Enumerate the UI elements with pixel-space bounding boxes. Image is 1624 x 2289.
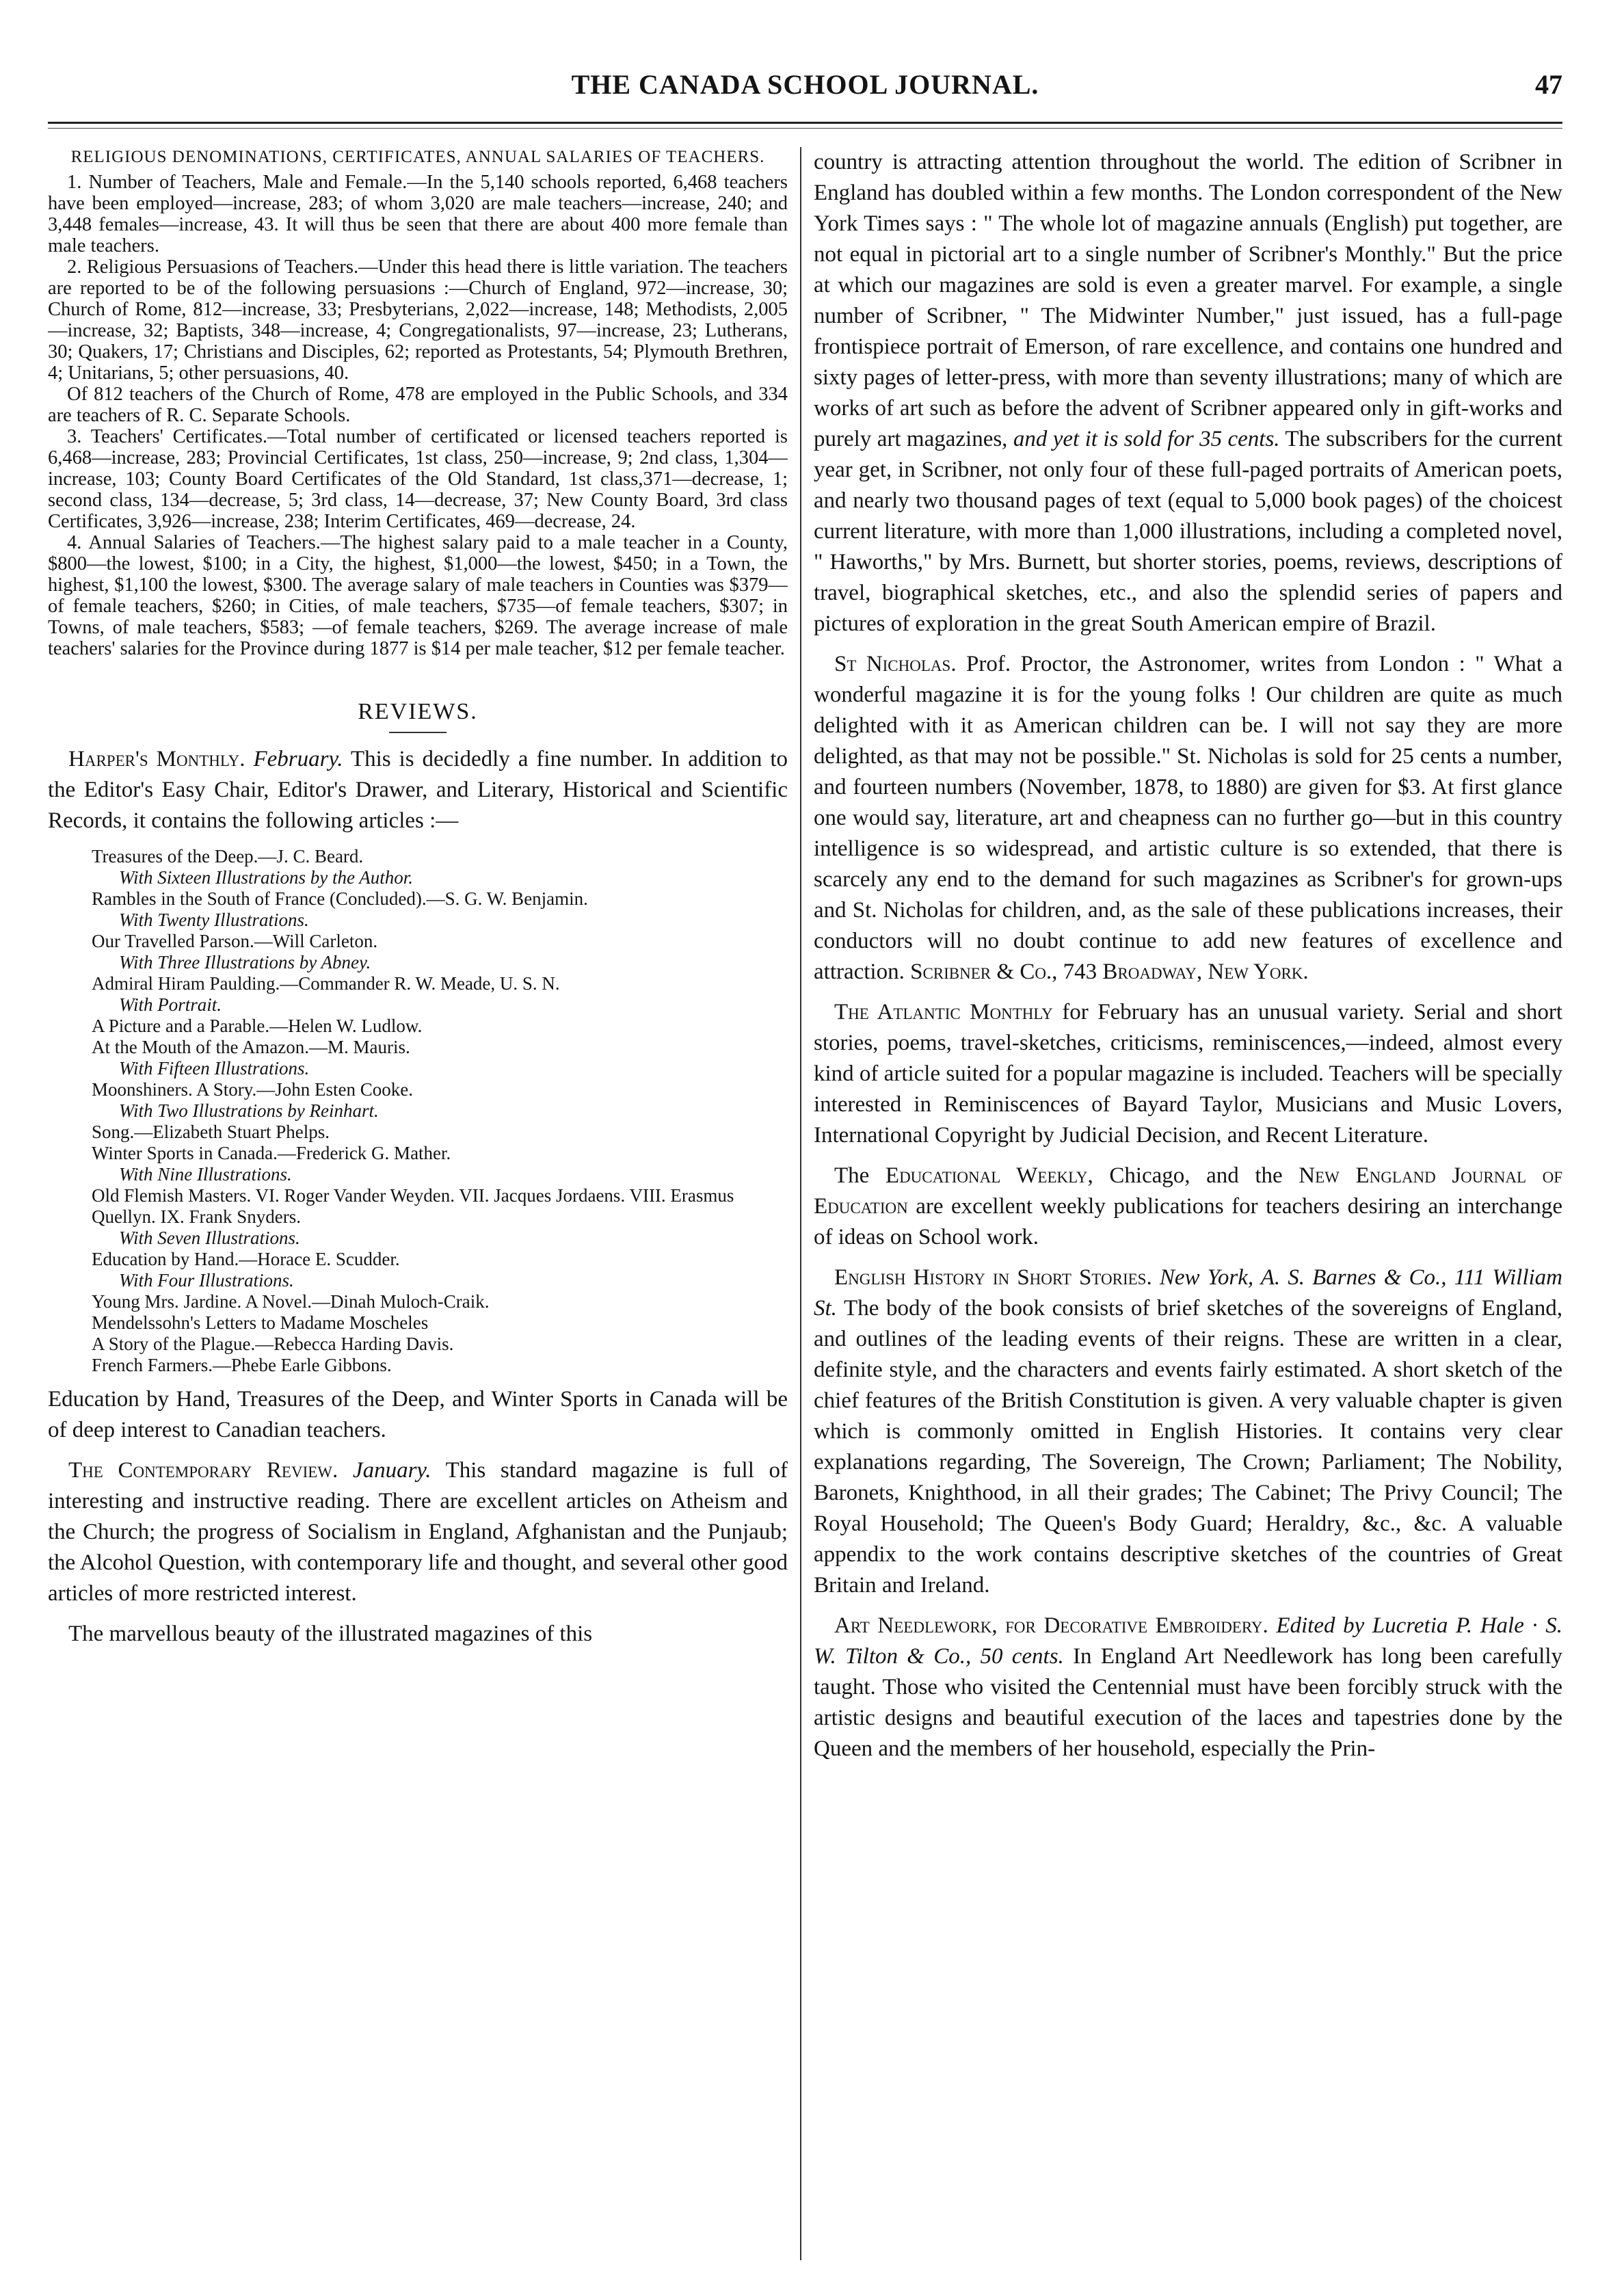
harpers-article-list	[48, 846, 788, 1376]
review-harpers-name: Harper's Monthly.	[68, 747, 245, 771]
statistics-heading: RELIGIOUS DENOMINATIONS, CERTIFICATES, ANNUAL SALARIES OF TEACHERS.	[70, 148, 765, 166]
harpers-closing: Education by Hand, Treasures of the Deep, and Winter Sports in Canada will be of deep interest to Canadian teachers.	[48, 1387, 788, 1442]
review-contemporary	[48, 1455, 788, 1609]
review-harpers-date: February.	[253, 747, 343, 771]
review-english-history-publisher: New York, A. S. Barnes & Co., 111 William St.	[814, 1265, 1562, 1321]
reviews-left-continued	[48, 1384, 788, 1650]
stats-paragraph-teachers: 1. Number of Teachers, Male and Female.—In the 5,140 schools reported, 6,468 teachers have been employed—increase, 283; of whom 3,020 are male teachers—increase, 240; and 3,448 females—increase, 43. It will thus be seen that there are about 400 more female than male teachers.	[48, 172, 788, 256]
review-english-history-text: The body of the book consists of brief sketches of the sovereigns of England, and outlines of the leading events of their reigns. These are written in a clear, definite style, and the characters and events fairly estimated. A short sketch of the chief features of the British Constitution is given. A very valuable chapter is given which is commonly omitted in English Histories. It contains very clear explanations regarding, The Sovereign, The Crown; Parliament; The Nobility, Baronets, Knighthood, in all their grades; The Cabinet; The Privy Council; The Royal Household; The Queen's Body Guard; Heraldry, &c., &c. A valuable appendix to the work contains descriptive sketches of the countries of Great Britain and Ireland.	[814, 1296, 1562, 1598]
review-st-nicholas-publisher: Scribner & Co., 743 Broadway, New York.	[910, 960, 1309, 984]
statistics-section	[48, 147, 788, 659]
list-item: A Story of the Plague.—Rebecca Harding Davis.	[92, 1334, 454, 1354]
review-needlework-name: Art Needlework, for Decorative Embroidery.	[834, 1613, 1268, 1638]
stats-paragraph-rome: Of 812 teachers of the Church of Rome, 478 are employed in the Public Schools, and 334 are teachers of R. C. Separate Schools.	[48, 384, 788, 426]
review-harpers	[48, 744, 788, 836]
list-item: Education by Hand.—Horace E. Scudder. With Four Illustrations.	[92, 1249, 400, 1291]
review-atlantic-text: for February has an unusual variety. Serial and short stories, poems, travel-sketches, criticisms, reminiscences,—indeed, almost every kind of article suited for a popular magazine is included. Teachers will be specially interested in Reminiscences of Bayard Taylor, Musicians and Music Lovers, International Copyright by Judicial Decision, and Recent Literature.	[814, 1000, 1562, 1148]
review-harpers-text: This is decidedly a fine number. In addition to the Editor's Easy Chair, Editor's Drawer, and Literary, Historical and Scientific Records, it contains the following articles :—	[48, 747, 788, 833]
review-st-nicholas	[814, 649, 1562, 988]
review-st-nicholas-name: St Nicholas.	[834, 652, 957, 676]
list-item: Treasures of the Deep.—J. C. Beard. With Sixteen Illustrations by the Author.	[92, 846, 413, 888]
reviews-left	[48, 744, 788, 836]
stats-paragraph-salaries: 4. Annual Salaries of Teachers.—The highest salary paid to a male teacher in a County, $800—the lowest, $100; in a City, the highest, $1,000—the lowest, $450; in a Town, the highest, $1,100 the lowest, $300. The average salary of male teachers in Counties was $379—of female teachers, $260; in Cities, of male teachers, $735—of female teachers, $307; in Towns, of male teachers, $583; —of female teachers, $269. The average increase of male teachers' salaries for the Province during 1877 is $14 per male teacher, $12 per female teacher.	[48, 532, 788, 659]
list-item: At the Mouth of the Amazon.—M. Mauris. With Fifteen Illustrations.	[92, 1037, 410, 1079]
list-item: Mendelssohn's Letters to Madame Moscheles	[92, 1312, 429, 1333]
list-item: Moonshiners. A Story.—John Esten Cooke. With Two Illustrations by Reinhart.	[92, 1079, 414, 1121]
right-column	[814, 147, 1562, 2260]
review-educational-weekly: The Educational Weekly, Chicago, and the New England Journal of Education are excellent weekly publications for teachers desiring an interchange of ideas on School work.	[814, 1163, 1562, 1249]
stats-paragraph-persuasions: 2. Religious Persuasions of Teachers.—Under this head there is little variation. The teachers are reported to be of the following persuasions :—Church of England, 972—increase, 30; Church of Rome, 812—increase, 33; Presbyterians, 2,022—increase, 148; Methodists, 2,005—increase, 32; Baptists, 348—increase, 4; Congregationalists, 97—increase, 23; Lutherans, 30; Quakers, 17; Christians and Disciples, 62; reported as Protestants, 54; Plymouth Brethren, 4; Unitarians, 5; other persuasions, 40.	[48, 256, 788, 384]
journal-title: THE CANADA SCHOOL JOURNAL.	[571, 69, 1039, 100]
review-contemporary-name: The Contemporary Review.	[68, 1458, 338, 1483]
list-item: Young Mrs. Jardine. A Novel.—Dinah Muloch-Craik.	[92, 1291, 490, 1312]
reviews-right	[814, 147, 1562, 1764]
review-atlantic-name: The Atlantic Monthly	[834, 1000, 1053, 1024]
list-item: Rambles in the South of France (Concluded).—S. G. W. Benjamin. With Twenty Illustrations.	[92, 888, 588, 930]
list-item: Admiral Hiram Paulding.—Commander R. W. Meade, U. S. N. With Portrait.	[92, 973, 560, 1015]
stats-paragraph-certificates: 3. Teachers' Certificates.—Total number of certificated or licensed teachers reported is 6,468—increase, 283; Provincial Certificates, 1st class, 250—increase, 9; 2nd class, 1,304—increase, 103; County Board Certificates of the Old Standard, 1st class,371—decrease, 1; second class, 134—decrease, 5; 3rd class, 14—decrease, 37; New County Board, 3rd class Certificates, 3,926—increase, 238; Interim Certificates, 469—decrease, 24.	[48, 426, 788, 532]
list-item: Winter Sports in Canada.—Frederick G. Mather. With Nine Illustrations.	[92, 1143, 451, 1185]
page-header	[48, 68, 1562, 116]
review-contemporary-text: This standard magazine is full of interesting and instructive reading. There are excellent articles on Atheism and the Church; the progress of Socialism in England, Afghanistan and the Punjaub; the Alcohol Question, with contemporary life and thought, and several other good articles of more restricted interest.	[48, 1458, 788, 1606]
header-rule-thick	[48, 122, 1562, 124]
reviews-heading: REVIEWS.	[358, 699, 478, 724]
review-atlantic	[814, 997, 1562, 1151]
list-item: French Farmers.—Phebe Earle Gibbons.	[92, 1355, 392, 1375]
left-column	[48, 147, 788, 2260]
header-rule-thin	[48, 128, 1562, 129]
list-item: A Picture and a Parable.—Helen W. Ludlow.	[92, 1016, 423, 1036]
marvellous-continued: country is attracting attention throughout the world. The edition of Scribner in England has doubled within a few months. The London correspondent of the New York Times says : " The whole lot of magazine annuals (English) put together, are not equal in pictorial art to a single number of Scribner's Monthly." But the price at which our magazines are sold is even a greater marvel. For example, a single number of Scribner, " The Midwinter Number," just issued, has a full-page frontispiece portrait of Emerson, of rare excellence, and contains one hundred and sixty pages of letter-press, with more than seventy illustrations; many of which are works of art such as before the advent of Scribner appeared only in gift-works and purely art magazines, and yet it is sold for 35 cents. The subscribers for the current year get, in Scribner, not only four of these full-paged portraits of American poets, and nearly two thousand pages of text (equal to 5,000 book pages) of the choicest current literature, with more than 1,000 illustrations, including a completed novel, " Haworths," by Mrs. Burnett, but shorter stories, poems, reviews, descriptions of travel, biographical sketches, etc., and also the splendid series of papers and pictures of exploration in the great South American empire of Brazil.	[814, 150, 1562, 636]
review-english-history	[814, 1262, 1562, 1601]
column-divider	[800, 147, 801, 2260]
review-contemporary-date: January.	[352, 1458, 431, 1483]
reviews-rule	[389, 732, 447, 733]
page-number: 47	[1535, 69, 1562, 100]
list-item: Song.—Elizabeth Stuart Phelps.	[92, 1122, 330, 1142]
review-english-history-name: English History in Short Stories.	[834, 1265, 1152, 1290]
list-item: Our Travelled Parson.—Will Carleton. With Three Illustrations by Abney.	[92, 931, 378, 973]
review-needlework-editor: Edited by Lucretia P. Hale · S. W. Tilton & Co., 50 cents.	[814, 1613, 1562, 1669]
review-art-needlework	[814, 1611, 1562, 1764]
list-item: Old Flemish Masters. VI. Roger Vander Weyden. VII. Jacques Jordaens. VIII. Erasmus Quellyn. IX. Frank Snyders. With Seven Illustrations.	[92, 1185, 734, 1248]
marvellous-start: The marvellous beauty of the illustrated magazines of this	[68, 1622, 593, 1646]
review-needlework-text: In England Art Needlework has long been carefully taught. Those who visited the Centennial must have been forcibly struck with the artistic designs and beautiful execution of the laces and tapestries done by the Queen and the members of her household, especially the Prin-	[814, 1644, 1562, 1761]
review-st-nicholas-text: Prof. Proctor, the Astronomer, writes from London : " What a wonderful magazine it is for the young folks ! Our children are quite as much delighted with it as American children can be. I will not say they are more delighted, as that may not be possible." St. Nicholas is sold for 25 cents a number, and fourteen numbers (November, 1878, to 1880) are given for $3. At first glance one would say, literature, art and cheapness can no further go—but in this country intelligence is so widespread, and artistic culture is so extended, that there is scarcely any end to the demand for such magazines as Scribner's for grown-ups and St. Nicholas for children, and, as the sale of these publications increases, their conductors will no doubt continue to add new features of excellence and attraction.	[814, 652, 1562, 984]
